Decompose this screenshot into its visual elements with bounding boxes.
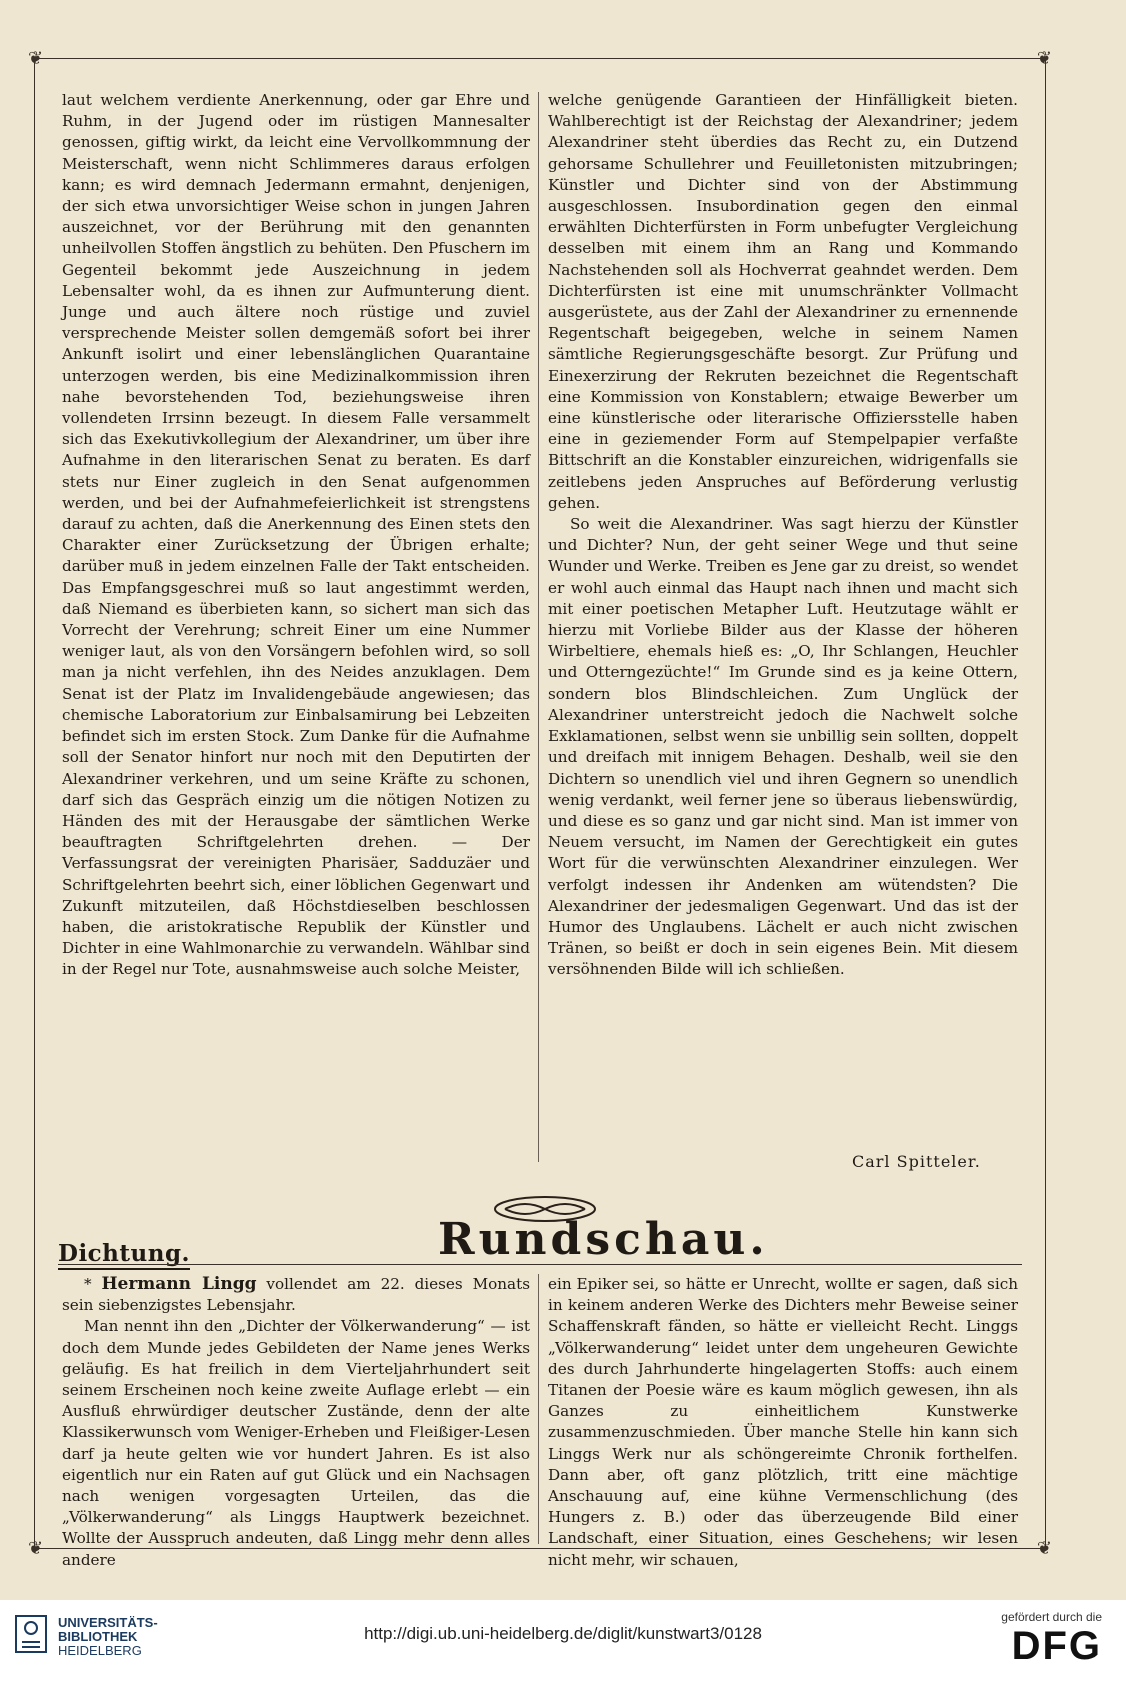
article-lead-text: vollendet am 22. dieses Monats sein siebenzigstes Lebensjahr.: [62, 1275, 531, 1315]
article-name: Hermann Lingg: [101, 1274, 257, 1294]
column-divider: [538, 1274, 539, 1544]
top-right-paragraph-2: So weit die Alexandriner. Was sagt hierzu der Künstler und Dichter? Nun, der geht seiner Wege und thut seine Wunder und Werke. Treiben es Jene gar zu dreist, so wendet er wohl auch einmal das Haupt nach ihnen und macht sich mit einer poetischen Metapher Luft. Heutzutage wählt er hierzu mit Vorliebe Bilder aus der Klasse der höheren Wirbeltiere, ehemals hieß es: „O, Ihr Schlangen, Heuchler und Otterngezüchte!“ Im Grunde sind es ja keine Ottern, sondern blos Blindschleichen. Zum Unglück der Alexandriner unterstreicht jedoch die Nachwelt solche Exklamationen, selbst wenn sie unbillig sein sollten, doppelt und dreifach mit innigem Behagen. Deshalb, weil sie den Dichtern so unendlich viel und ihren Gegnern so unendlich wenig verdankt, weil ferner jene so überaus liebenswürdig, und diese es so ganz und gar nicht sind. Man ist immer von Neuem versucht, im Namen der Gerechtigkeit ein gutes Wort für die verwünschten Alexandriner einzulegen. Wer verfolgt indessen ihr Andenken am wütendsten? Die Alexandriner der jedesmaligen Gegenwart. Und das ist der Humor des Unglaubens. Lächelt er auch nicht zwischen Tränen, so beißt er doch in sein eigenes Bein. Mit diesem versöhnenden Bilde will ich schließen.: [548, 515, 1018, 979]
bottom-right-column: [548, 1274, 1018, 1571]
top-left-paragraph: laut welchem verdiente Anerkennung, oder gar Ehre und Ruhm, in der Jugend oder im rüstigen Mannesalter genossen, giftig wirkt, da leicht eine Vervollkommnung der Meisterschaft, wenn nicht Schlimmeres daraus erfolgen kann; es wird demnach Jedermann ermahnt, denjenigen, der sich etwa unvorsichtiger Weise schon in jungen Jahren auszeichnet, vor der Berührung mit den genannten unheilvollen Stoffen ängstlich zu behüten. Den Pfuschern im Gegenteil bekommt jede Auszeichnung in jedem Lebensalter wohl, da es ihnen zur Aufmunterung dient. Junge und auch ältere noch rüstige und zuviel versprechende Meister sollen demgemäß sofort bei ihrer Ankunft isolirt und einer lebenslänglichen Quarantaine unterzogen werden, bis eine Medizinalkommission ihren nahe bevorstehenden Tod, beziehungsweise ihren vollendeten Irrsinn bezeugt. In diesem Falle versammelt sich das Exekutivkollegium der Alexandriner, um über ihre Aufnahme in den literarischen Senat zu beraten. Es darf stets nur Einer zugleich in den Senat aufgenommen werden, und bei der Aufnahmefeierlichkeit ist strengstens darauf zu achten, daß die Anerkennung des Einen stets den Charakter einer Zurücksetzung der Übrigen erhalte; darüber muß in jedem einzelnen Falle der Takt entscheiden. Das Empfangsgeschrei muß so laut angestimmt werden, daß Niemand es überbieten kann, so sichert man sich das Vorrecht der Verehrung; schreit Einer um eine Nummer weniger laut, als von den Vorsängern befohlen wird, so soll man ja nicht verfehlen, ihn des Neides anzuklagen. Dem Senat ist der Platz im Invalidengebäude angewiesen; das chemische Laboratorium zur Einbalsamirung bei Lebzeiten befindet sich im ersten Stock. Zum Danke für die Aufnahme soll der Senator hinfort nur noch mit den Deputirten der Alexandriner verkehren, und um seine Kräfte zu schonen, darf sich das Gespräch einzig um die nötigen Notizen zu Händen des mit der Herausgabe der sämtlichen Werke beauftragten Schriftgelehrten drehen. — Der Verfassungsrat der vereinigten Pharisäer, Sadduzäer und Schriftgelehrten beehrt sich, einer löblichen Gegenwart und Zukunft mitzuteilen, daß Höchstdieselben beschlossen haben, die aristokratische Republik der Künstler und Dichter in eine Wahlmonarchie zu verwandeln. Wählbar sind in der Regel nur Tote, ausnahmsweise auch solche Meister,: [62, 91, 530, 979]
source-url-link[interactable]: http://digi.ub.uni-heidelberg.de/diglit/kunstwart3/0128: [364, 1624, 762, 1643]
corner-ornament-icon: ❦: [1036, 48, 1052, 69]
author-signature: Carl Spitteler.: [852, 1152, 981, 1171]
section-title: Rundschau.: [438, 1214, 769, 1265]
article-paragraph: Man nennt ihn den „Dichter der Völkerwanderung“ — ist doch dem Munde jedes Gebildeten der Name jenes Werks geläufig. Es hat freilich in dem Vierteljahrhundert seit seinem Erscheinen noch keine zweite Auflage erlebt — ein Ausfluß ehrwürdiger deutscher Zustände, denn der alte Klassikerwunsch vom Weniger-Erheben und Fleißiger-Lesen darf ja heute gelten wie vor hundert Jahren. Es ist also eigentlich nur ein Raten auf gut Glück und ein Nachsagen nach wenigen vorgesagten Urteilen, das die „Völkerwanderung“ als Linggs Hauptwerk bezeichnet. Wollte der Ausspruch andeuten, daß Lingg mehr denn alles andere: [62, 1317, 530, 1569]
frame-right-rule: [1045, 58, 1046, 1548]
section-title-rule: [58, 1264, 1022, 1265]
corner-ornament-icon: ❦: [28, 1538, 44, 1559]
corner-ornament-icon: ❦: [28, 48, 44, 69]
dfg-caption: gefördert durch die: [1001, 1610, 1102, 1624]
bottom-left-column: [62, 1274, 530, 1571]
university-name-line: UNIVERSITÄTS-: [58, 1615, 158, 1630]
top-left-column: [62, 90, 530, 981]
university-name-line: BIBLIOTHEK: [58, 1629, 138, 1644]
university-name-line: HEIDELBERG: [58, 1643, 142, 1658]
top-right-column: [548, 90, 1018, 981]
dfg-logo: DFG: [1011, 1624, 1102, 1668]
article-marker: *: [84, 1275, 92, 1293]
scanned-page: [28, 48, 1052, 1598]
top-right-paragraph-1: welche genügende Garantieen der Hinfälligkeit bieten. Wahlberechtigt ist der Reichstag der Alexandriner; jedem Alexandriner steht überdies das Recht zu, ein Dutzend gehorsame Schullehrer und Feuilletonisten mitzubringen; Künstler und Dichter sind von der Abstimmung ausgeschlossen. Insubordination gegen den einmal erwählten Dichterfürsten in Form unbefugter Vergleichung desselben mit einem ihm an Rang und Kommando Nachstehenden soll als Hochverrat geahndet werden. Dem Dichterfürsten ist eine mit unumschränkter Vollmacht ausgerüstete, aus der Zahl der Alexandriner zu ernennende Regentschaft beigegeben, welche in seinem Namen sämtliche Regierungsgeschäfte besorgt. Zur Prüfung und Einexerzirung der Rekruten bezeichnet die Regentschaft eine Kommission von Konstablern; etwaige Bewerber um eine künstlerische oder literarische Offiziersstelle haben eine in geziemender Form auf Stempelpapier verfaßte Bittschrift an die Konstabler einzureichen, widrigenfalls sie zeitlebens jeden Anspruches auf Beförderung verlustig gehen.: [548, 91, 1018, 512]
article-lead: [62, 1274, 530, 1316]
frame-left-rule: [34, 58, 35, 1548]
corner-ornament-icon: ❦: [1036, 1538, 1052, 1559]
column-divider: [538, 92, 539, 1162]
article-continuation: ein Epiker sei, so hätte er Unrecht, wollte er sagen, daß sich in keinem anderen Werke des Dichters mehr Beweise seiner Schaffenskraft fänden, so hätte er vielleicht Recht. Linggs „Völkerwanderung“ leidet unter dem ungeheuren Gewichte des durch Jahrhunderte hingelagerten Stoffs: auch einem Titanen der Poesie wäre es kaum möglich gewesen, ihn als Ganzes zu einheitlichem Kunstwerke zusammenzuschmieden. Über manche Stelle hin kann sich Linggs Werk nur als schöngereimte Chronik forthelfen. Dann aber, oft ganz plötzlich, tritt eine mächtige Anschauung auf, eine kühne Vermenschlichung (des Hungers z. B.) oder das überzeugende Bild einer Landschaft, einer Situation, eines Geschehens; wir lesen nicht mehr, wir schauen,: [548, 1275, 1018, 1569]
digitization-footer: [0, 1600, 1126, 1681]
frame-top-rule: [36, 58, 1044, 59]
section-label: Dichtung.: [58, 1240, 190, 1270]
